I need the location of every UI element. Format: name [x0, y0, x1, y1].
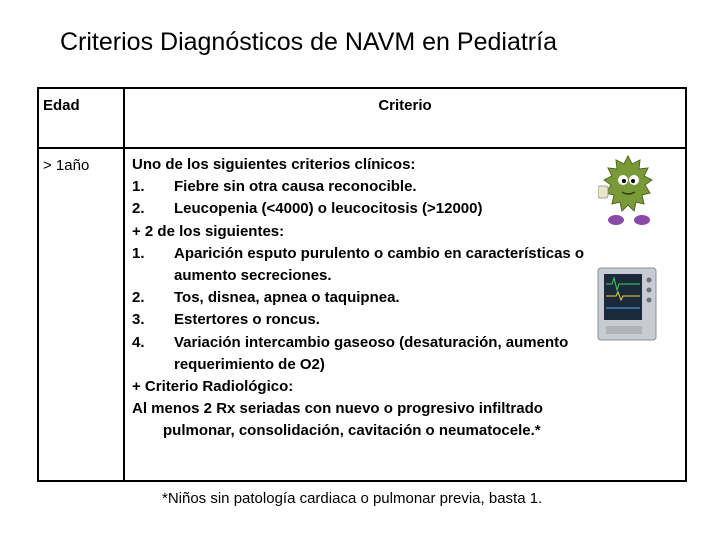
criteria-table	[37, 87, 687, 482]
criteria-intro: Uno de los siguientes criterios clínicos:	[132, 156, 416, 173]
radiologic-text: Al menos 2 Rx seriadas con nuevo o progresivo infiltrado	[132, 400, 543, 418]
item-text-cont: aumento secreciones.	[174, 267, 332, 285]
item-text: Fiebre sin otra causa reconocible.	[174, 178, 417, 196]
page-title: Criterios Diagnósticos de NAVM en Pediatría	[60, 28, 557, 56]
item-number: 1.	[132, 244, 145, 262]
item-text: Variación intercambio gaseoso (desaturación, aumento	[174, 333, 569, 351]
patient-monitor-icon	[596, 266, 658, 342]
table-row	[38, 148, 686, 481]
slipper-right-icon	[634, 215, 650, 225]
plus-two-heading: + 2 de los siguientes:	[132, 222, 285, 240]
item-number: 1.	[132, 178, 145, 196]
item-number: 2.	[132, 200, 145, 218]
item-text-cont: requerimiento de O2)	[174, 355, 325, 373]
footnote: *Niños sin patología cardiaca o pulmonar previa, basta 1.	[162, 490, 543, 507]
item-text: Estertores o roncus.	[174, 311, 320, 329]
item-text: Aparición esputo purulento o cambio en características o	[174, 244, 585, 262]
header-criterion: Criterio	[124, 88, 686, 148]
item-text: Tos, disnea, apnea o taquipnea.	[174, 289, 400, 307]
header-age: Edad	[38, 88, 124, 148]
item-number: 3.	[132, 311, 145, 329]
radiologic-text-cont: pulmonar, consolidación, cavitación o neumatocele.*	[163, 422, 541, 440]
germ-body	[604, 156, 652, 211]
item-text: Leucopenia (<4000) o leucocitosis (>12000)	[174, 200, 483, 218]
slipper-left-icon	[608, 215, 624, 225]
age-cell: > 1año	[38, 148, 124, 481]
item-number: 2.	[132, 289, 145, 307]
table-header-row	[38, 88, 686, 148]
item-number: 4.	[132, 333, 145, 351]
mug-icon	[598, 186, 608, 198]
radiologic-heading: + Criterio Radiológico:	[132, 378, 294, 396]
germ-mascot-icon	[598, 150, 658, 230]
